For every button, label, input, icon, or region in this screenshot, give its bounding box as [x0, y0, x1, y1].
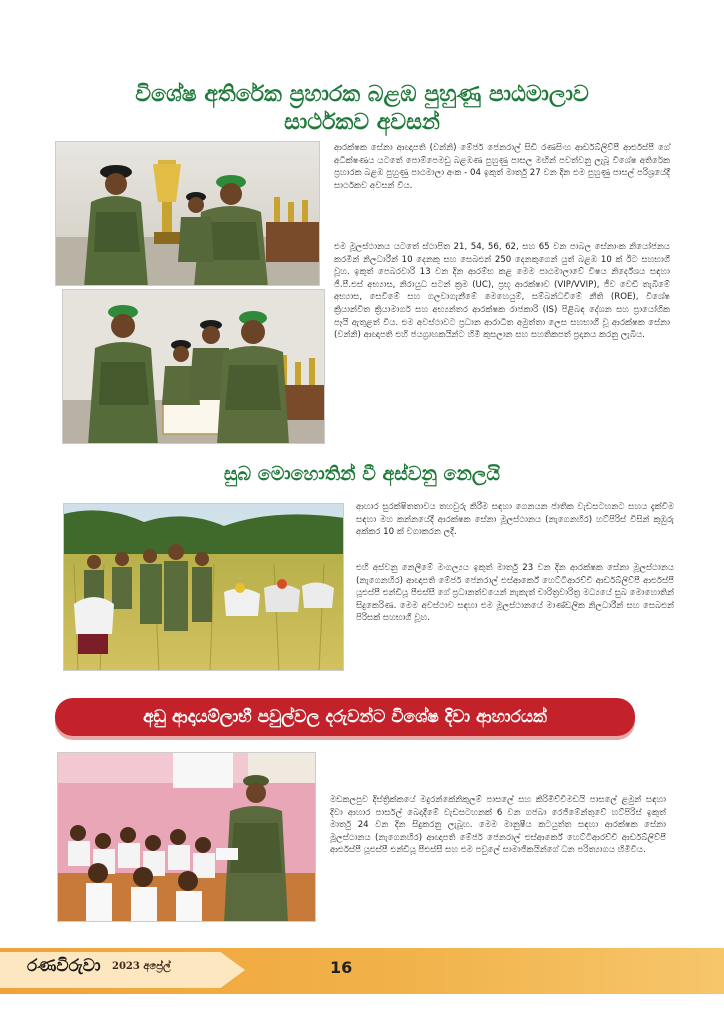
certificate-presentation-photo: [62, 289, 325, 444]
article3-paragraph1: මඩකලපුව දිස්ත්‍රික්කයේ මදුරන්කේනිකුලම් පාසලේ සහ කිරිමිච්චිමඩයි පාසලේ ළමුන් සඳහා දිවා ආහාර පාර්සල් බෙදාදීමේ වැඩසටහනක් 6 වන ගජබා රෙජිමේන්තුවේ හට්පිරිස් ඉකුත් මාර්තු 24 වන දින සිදුකරනු ලැබූහ. මෙම මානුෂීය කටයුත්ත සඳහා ආරක්ෂක සේනා මූලස්ථානය (නැගෙනහිර) ආඥාපති මේජර් ජෙනරාල් එස්ආර්කේ හෙට්ටිආරච්චි ආර්ඩබ්ලිව්පී ආර්එස්පී යූඑස්පී එන්ඩියූ පීඑස්සී සහ එම පවුලේ සාමාජිකයින්ගේ ධන පරිත්‍යාගය හිමිවිය.: [330, 795, 666, 856]
article2-paragraph1: ආහාර සුරක්ෂිතතාවය තහවුරු කිරීම සඳහා ගෙනයන ජාතික වැඩසටහනට සහය දැක්වීම සඳහා මහ කන්නයේදී ආරක්ෂක සේනා මූලස්ථානය (නැගෙනහිර) හට්පිරිස් විසින් කුඹුරු අක්කර 10 ක් වගාකරන ලදී.: [356, 502, 674, 538]
article1-title-line2: සාර්ථකව අවසන්: [284, 110, 440, 135]
article2-paragraph2: එහි අස්වනු නෙලීමේ මංගල්‍යය ඉකුත් මාර්තු 23 වන දින ආරක්ෂක සේනා මූලස්ථානය (නැගෙනහිර) ආඥාපති මේජර් ජෙනරාල් එස්ආර්කේ හෙට්ටිආරච්චි ආර්ඩබ්ලිව්පී ආර්එස්පී යූඑස්පී එන්ඩියූ පීඑස්සී ගේ ප්‍රධානත්වයෙන් නැකැත් චාරිත්‍රවාරිත්‍ර මධ්‍යයේ සුබ මොහොතින් සිදුකෙරිණ. මෙම අවස්ථාව සඳහා එම මූලස්ථානයේ මාණ්ඩලික නිලධාරීන් සහ සෙබළුන් පිරිසක් සහභාගී වූහ.: [356, 563, 674, 624]
article1-paragraph1: ආරක්ෂක සේනා ආඥාපති (වන්නි) මේජර් ජෙනරාල් සිඩි රණසිංහ ආර්ඩබ්ලිව්පී ආර්එස්පී ගේ අධීක්ෂණය යටතේ පොම්පෙමඩු බළඹණ පුහුණු පාසල මඟින් පවත්වනු ලැබූ විශේෂ අතිරේක ප්‍රහාරක බළඹ පුහුණු පාඨමාලා අංක - 04 ඉකුත් මාර්තු 27 වන දින එම පුහුණු පාසල් පරිශ්‍රයේදී සාර්ථකව අවසන් විය.: [334, 143, 670, 191]
article1-title-line1: විශේෂ අතිරේක ප්‍රහාරක බළඹ පුහුණු පාඨමාලාව: [135, 82, 589, 107]
issue-date: 2023 අප්‍රේල්: [112, 961, 171, 972]
article2-title: සුබ මොහොතින් වී අස්වනු නෙලයි: [223, 463, 501, 485]
page-number: 16: [330, 958, 353, 977]
school-meal-photo: [57, 752, 316, 922]
article3-title: අඩු ආදායම්ලාභී පවුල්වල දරුවන්ට විශේෂ දිවා ආහාරයක්: [143, 707, 547, 727]
paddy-harvest-photo: [63, 503, 344, 671]
trophy-presentation-photo: [55, 141, 320, 286]
article1-paragraph2: එම මූලස්ථානය යටතේ ස්ථාපිත 21, 54, 56, 62, සහ 65 වන පාබල සේනාංක නියෝජනය කරමින් නිලධාරීන් 10 දෙනකු සහ සෙබළුන් 250 දෙනකුගෙන් යුත් බළඹ 10 ක් ඊට සහභාගී වූහ. ඉකුත් පෙබරවාරි 13 වන දින ආරම්භ කළ මෙම පාඨමාලාවේ විෂය නිර්දේශය සඳහා ජී.පී.එස් අභ්‍යාස, නිරායුධ සටන් ක්‍රම (UC), ප්‍රභූ ආරක්ෂාව (VIP/VVIP), ජීව වෙඩි තැබීමේ අභ්‍යාස, සෙවීමේ සහ ගලවාගැනීමේ මෙහෙයුම්, සම්බන්ධවීමේ නීති (ROE), විශේෂ ක්‍රියාන්විත ක්‍රියාමාර්ග සහ අභ්‍යන්තර ආරක්ෂක රාජකාරි (IS) පිළිබඳ දේශන සහ ප්‍රායෝගික පෑයි ඇතුළත් විය. එම අවස්ථාවට ප්‍රධාන ආරාධිත අමුත්තා ලෙස සහභාගී වූ ආරක්ෂක සේනා (වන්නි) ආඥාපති එහි ජයග්‍රාහකයින්ට හිමි කුසලාන සහ සහතිකපත් ප්‍රදානය කරනු ලැබීය.: [334, 242, 670, 341]
magazine-brand: රණවිරුවා: [27, 956, 101, 976]
article3-title-banner: [55, 698, 635, 736]
